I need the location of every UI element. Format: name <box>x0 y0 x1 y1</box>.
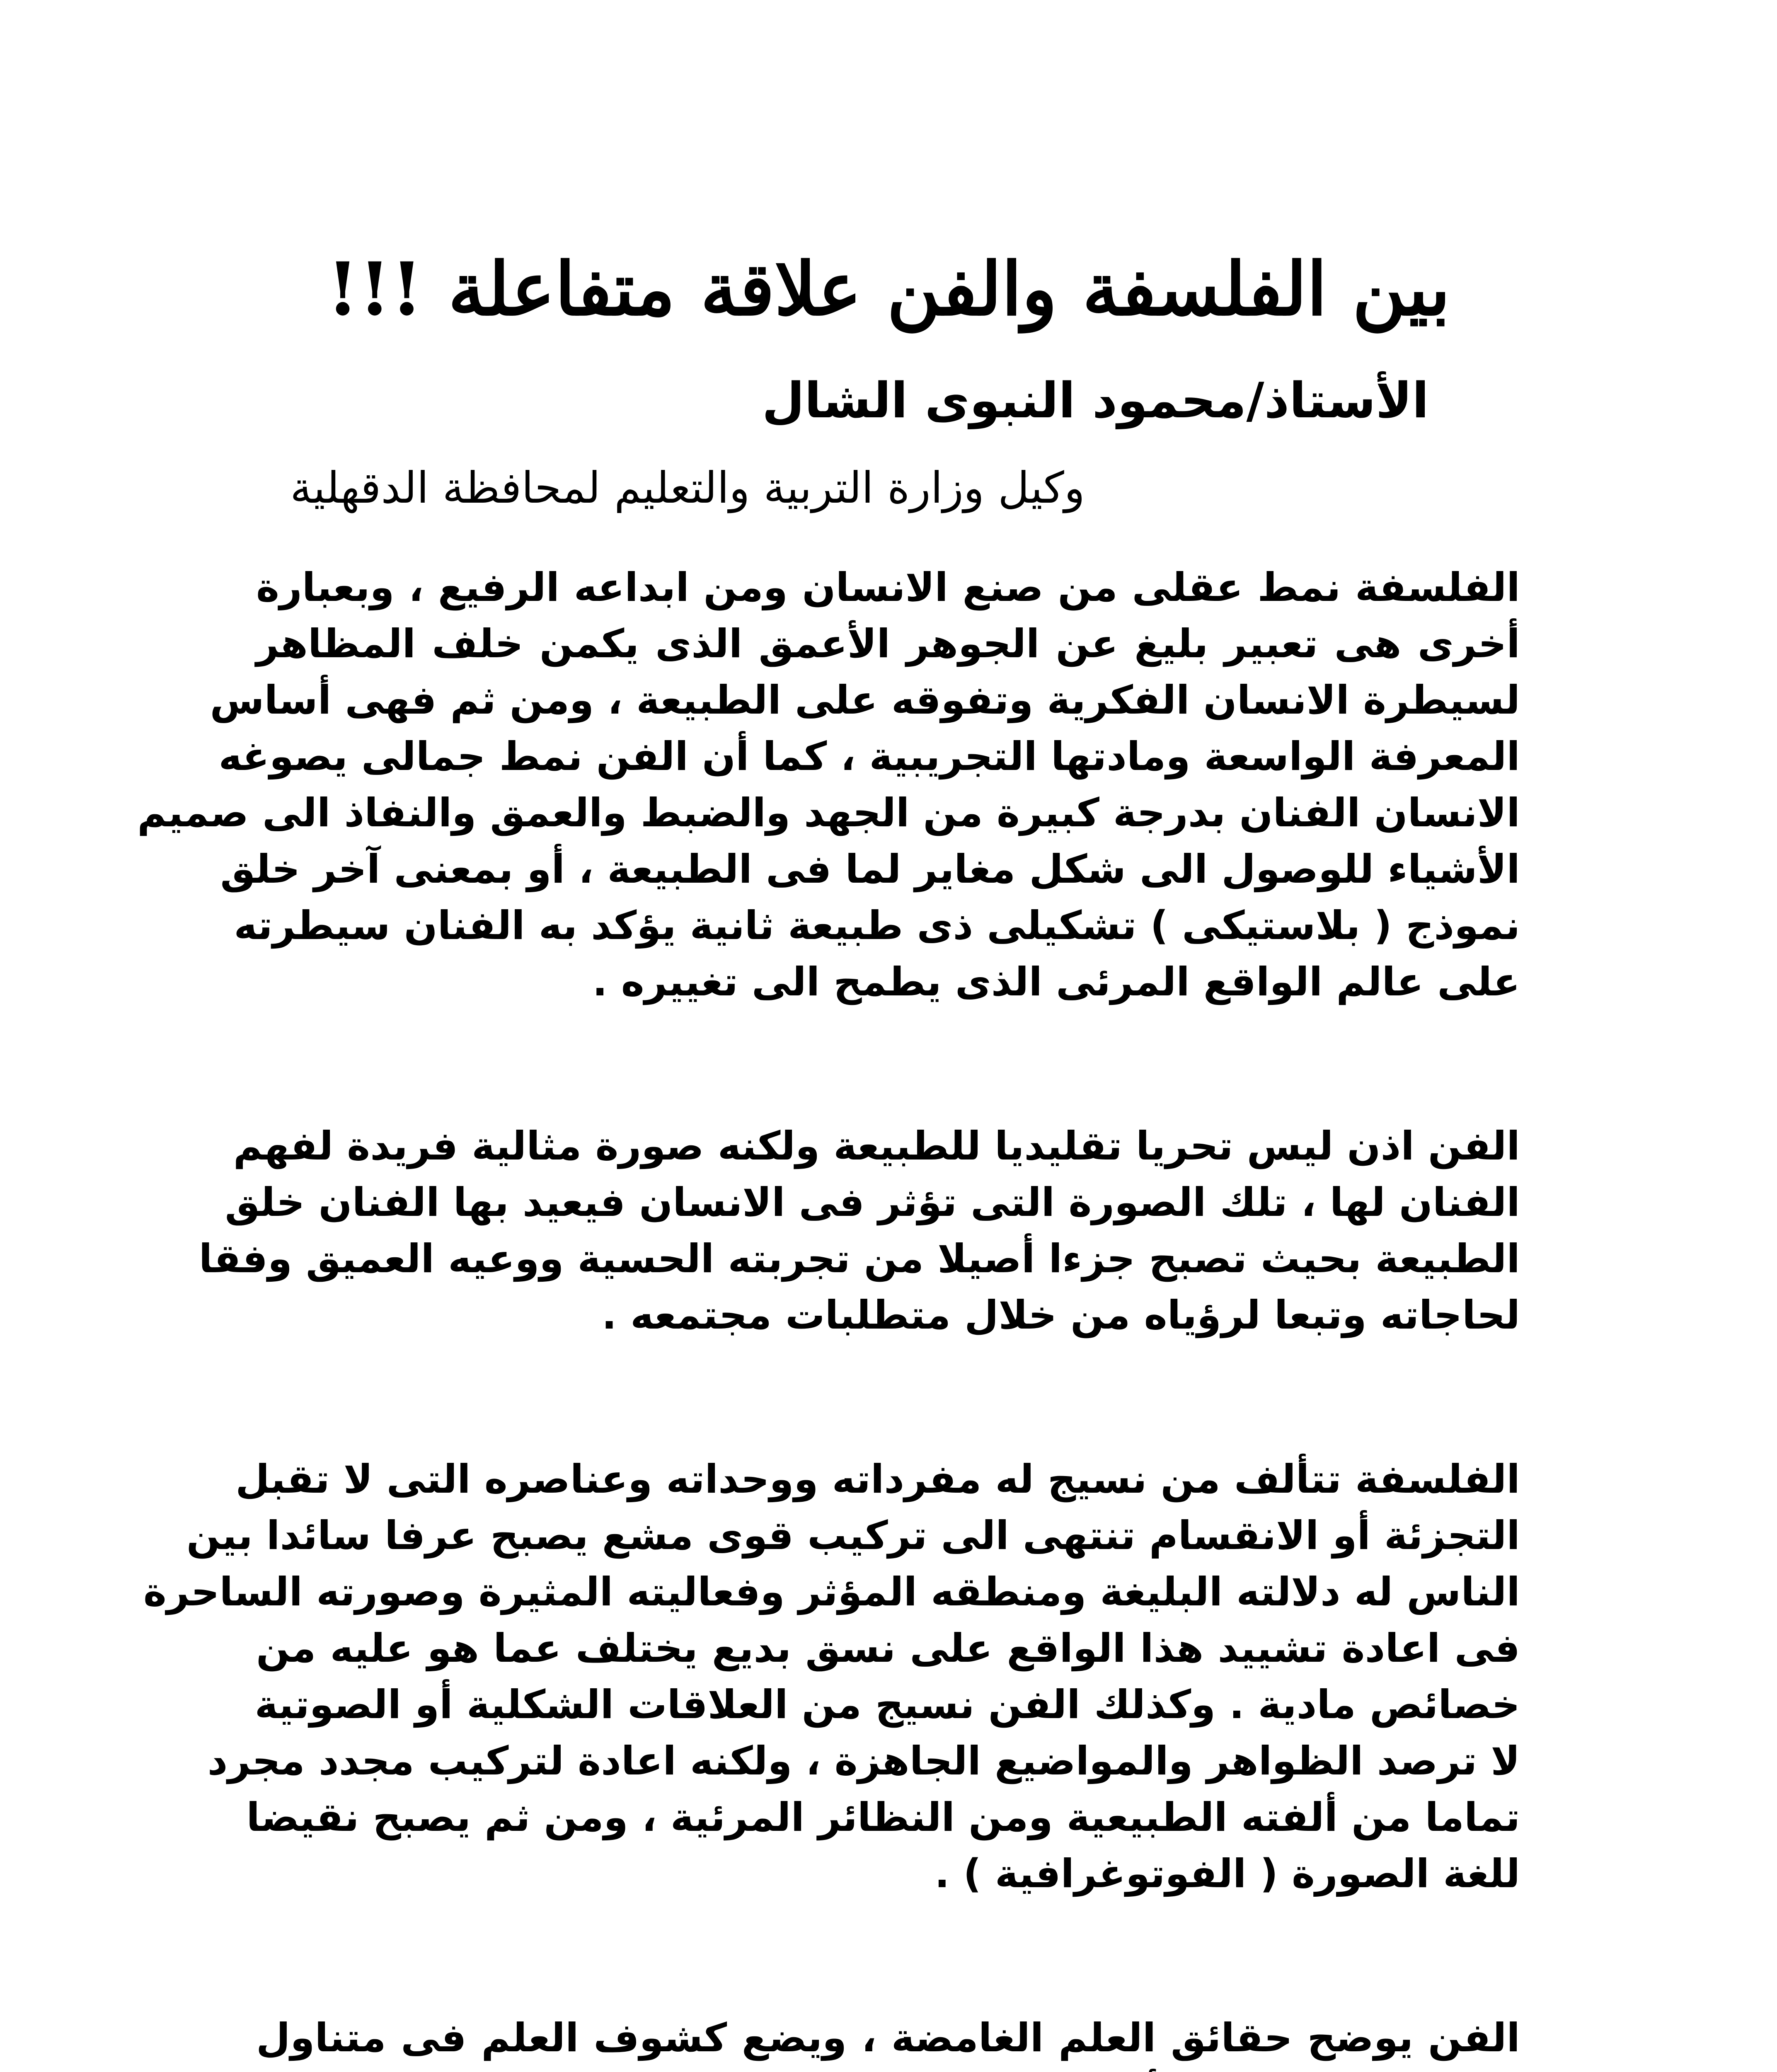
text-line: المعرفة الواسعة ومادتها التجريبية ، كما أن الفن نمط جمالى يصوغه <box>218 734 1520 779</box>
text-line: لسيطرة الانسان الفكرية وتفوقه على الطبيعة ، ومن ثم فهى أساس <box>210 678 1520 723</box>
text-line: الأشياء للوصول الى شكل مغاير لما فى الطبيعة ، أو بمعنى آخر خلق <box>220 847 1520 892</box>
text-line: الفن اذن ليس تحريا تقليديا للطبيعة ولكنه صورة مثالية فريدة لفهم <box>233 1123 1520 1169</box>
text-line: الفلسفة تتألف من نسيج له مفرداته ووحداته وعناصره التى لا تقبل <box>235 1457 1520 1502</box>
text-line: لا ترصد الظواهر والمواضيع الجاهزة ، ولكنه اعادة لتركيب مجدد مجرد <box>207 1738 1520 1784</box>
article-body <box>137 559 1520 2072</box>
text-line: الفلسفة نمط عقلى من صنع الانسان ومن ابداعه الرفيع ، وبعبارة <box>256 565 1520 610</box>
text-line: الطبيعة بحيث تصبح جزءا أصيلا من تجربته الحسية ووعيه العميق وفقا <box>199 1236 1520 1282</box>
author-affiliation: وكيل وزارة التربية والتعليم لمحافظة الدقهلية <box>290 462 1085 513</box>
text-line: الفنان لها ، تلك الصورة التى تؤثر فى الانسان فيعيد بها الفنان خلق <box>225 1180 1520 1225</box>
article-title: بين الفلسفة والفن علاقة متفاعلة !!! <box>327 246 1450 332</box>
text-line: لحاجاته وتبعا لرؤياه من خلال متطلبات مجتمعه . <box>601 1293 1520 1338</box>
text-line: نموذج ( بلاستيكى ) تشكيلى ذى طبيعة ثانية يؤكد به الفنان سيطرته <box>234 903 1520 949</box>
text-line: الانسان الفنان بدرجة كبيرة من الجهد والضبط والعمق والنفاذ الى صميم <box>137 790 1520 836</box>
paragraph-4 <box>256 2010 1520 2072</box>
text-line: تماما من ألفته الطبيعية ومن النظائر المرئية ، ومن ثم يصبح نقيضا <box>246 1795 1520 1840</box>
paragraph-2 <box>199 1118 1520 1343</box>
paragraph-3 <box>143 1451 1520 1902</box>
text-line: التجزئة أو الانقسام تنتهى الى تركيب قوى مشع يصبح عرفا سائدا بين <box>186 1513 1520 1559</box>
text-line: على عالم الواقع المرئى الذى يطمح الى تغييره . <box>592 959 1520 1005</box>
author-name: الأستاذ/محمود النبوى الشال <box>762 372 1429 429</box>
text-line: أخرى هى تعبير بليغ عن الجوهر الأعمق الذى يكمن خلف المظاهر <box>256 621 1520 667</box>
text-line: للغة الصورة ( الفوتوغرافية ) . <box>934 1851 1520 1897</box>
text-line: فى اعادة تشييد هذا الواقع على نسق بديع يختلف عما هو عليه من <box>256 1626 1520 1671</box>
paragraph-1 <box>137 559 1520 1010</box>
text-line <box>256 2066 1520 2072</box>
text-line: الناس له دلالته البليغة ومنطقه المؤثر وفعاليته المثيرة وصورته الساحرة <box>143 1569 1520 1615</box>
text-line: الفن يوضح حقائق العلم الغامضة ، ويضع كشوف العلم فى متناول <box>256 2015 1520 2061</box>
text-line: خصائص مادية . وكذلك الفن نسيج من العلاقات الشكلية أو الصوتية <box>254 1682 1520 1728</box>
